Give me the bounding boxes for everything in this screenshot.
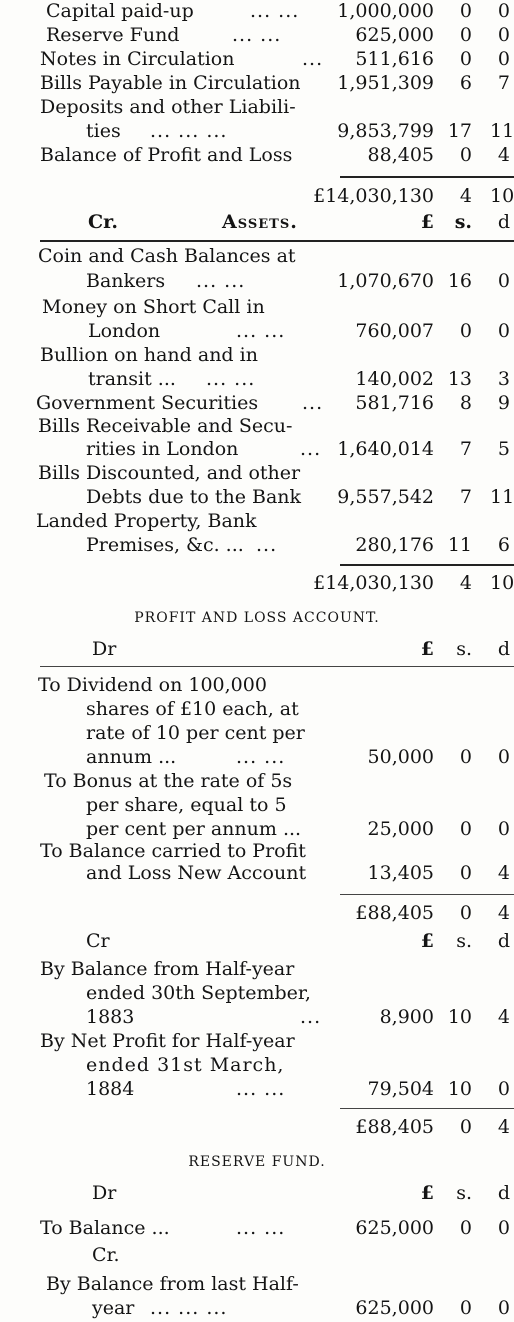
row-pence: 11 bbox=[490, 486, 514, 508]
row-label: Government Securities bbox=[36, 392, 259, 414]
ledger-row bbox=[0, 1030, 514, 1054]
ledger-row bbox=[0, 48, 514, 72]
row-leader: ... ... ... bbox=[150, 1297, 228, 1319]
row-label: Money on Short Call in bbox=[42, 296, 265, 318]
assets-header-row bbox=[0, 211, 514, 235]
row-pence: 0 bbox=[497, 0, 510, 22]
row-leader: ... ... bbox=[206, 368, 256, 390]
row-pence: 0 bbox=[497, 1217, 510, 1239]
row-label: year bbox=[92, 1297, 135, 1319]
row-pounds: 625,000 bbox=[355, 1217, 434, 1239]
row-label: To Bonus at the rate of 5s bbox=[44, 770, 293, 792]
ledger-row bbox=[0, 1054, 514, 1078]
cr-label: Cr bbox=[86, 930, 110, 952]
row-label: Premises, &c. ... bbox=[86, 534, 244, 556]
row-label: Bills Discounted, and other bbox=[38, 462, 301, 484]
ledger-row bbox=[0, 534, 514, 558]
row-pounds: 625,000 bbox=[355, 1297, 434, 1319]
row-shillings: 10 bbox=[447, 1078, 472, 1100]
row-pence: 4 bbox=[497, 144, 510, 166]
total-rule bbox=[340, 176, 514, 178]
row-pence: 6 bbox=[497, 534, 510, 556]
pl-dr-total-row bbox=[0, 902, 514, 926]
row-pounds: 511,616 bbox=[355, 48, 434, 70]
ledger-row bbox=[0, 1297, 514, 1321]
row-leader: ... ... bbox=[250, 0, 300, 22]
row-label: 1883 bbox=[86, 1006, 135, 1028]
row-shillings: 16 bbox=[447, 270, 472, 292]
ledger-row bbox=[0, 296, 514, 320]
ledger-row bbox=[0, 438, 514, 462]
row-label: Notes in Circulation bbox=[40, 48, 235, 70]
row-label: 1884 bbox=[86, 1078, 135, 1100]
row-pence: 0 bbox=[497, 1297, 510, 1319]
row-pence: 3 bbox=[497, 368, 510, 390]
row-pence: 0 bbox=[497, 818, 510, 840]
row-shillings: 0 bbox=[459, 320, 472, 342]
ledger-row bbox=[0, 982, 514, 1006]
pl-cr-header-row bbox=[0, 930, 514, 954]
row-pence: 4 bbox=[497, 1006, 510, 1028]
ledger-row bbox=[0, 722, 514, 746]
row-pounds: 8,900 bbox=[379, 1006, 434, 1028]
ledger-row bbox=[0, 862, 514, 886]
ledger-row bbox=[0, 368, 514, 392]
row-label: and Loss New Account bbox=[86, 862, 307, 884]
row-leader: ... bbox=[300, 438, 322, 460]
row-shillings: 0 bbox=[459, 862, 472, 884]
cr-label: Cr. bbox=[92, 1244, 120, 1266]
ledger-row bbox=[0, 1078, 514, 1102]
ledger-row bbox=[0, 1006, 514, 1030]
row-label: To Balance carried to Profit bbox=[40, 840, 306, 862]
row-label: Debts due to the Bank bbox=[86, 486, 302, 508]
dr-label: Dr bbox=[92, 638, 117, 660]
row-label: Bullion on hand and in bbox=[40, 344, 258, 366]
shillings-heading: s. bbox=[456, 930, 472, 952]
row-pounds: 88,405 bbox=[367, 144, 434, 166]
row-pounds: 140,002 bbox=[355, 368, 434, 390]
ledger-row bbox=[0, 698, 514, 722]
row-label: By Net Profit for Half-year bbox=[40, 1030, 295, 1052]
pounds-heading: £ bbox=[420, 211, 434, 233]
row-leader: ... ... bbox=[196, 270, 246, 292]
row-pence: 0 bbox=[497, 48, 510, 70]
row-label: shares of £10 each, at bbox=[86, 698, 299, 720]
pence-heading: d bbox=[497, 211, 510, 233]
row-shillings: 7 bbox=[459, 486, 472, 508]
cr-label: Cr. bbox=[88, 211, 119, 233]
row-shillings: 0 bbox=[459, 1297, 472, 1319]
ledger-row bbox=[0, 770, 514, 794]
ledger-row bbox=[0, 392, 514, 416]
row-label: Capital paid-up bbox=[46, 0, 194, 22]
assets-total-row bbox=[0, 572, 514, 596]
row-pence: 4 bbox=[497, 862, 510, 884]
ledger-row bbox=[0, 24, 514, 48]
row-pounds: 1,951,309 bbox=[337, 72, 434, 94]
row-label: Reserve Fund bbox=[46, 24, 180, 46]
rf-title: RESERVE FUND. bbox=[188, 1154, 326, 1170]
ledger-row bbox=[0, 270, 514, 294]
total-rule bbox=[340, 1108, 514, 1109]
row-shillings: 0 bbox=[459, 746, 472, 768]
row-label: Bills Receivable and Secu- bbox=[38, 415, 293, 437]
row-leader: ... ... bbox=[236, 746, 286, 768]
total-shillings: 4 bbox=[459, 185, 472, 207]
row-shillings: 0 bbox=[459, 24, 472, 46]
row-label: By Balance from Half-year bbox=[40, 958, 295, 980]
row-label: ended 31st March, bbox=[86, 1054, 285, 1076]
row-pence: 0 bbox=[497, 270, 510, 292]
ledger-row bbox=[0, 144, 514, 168]
row-shillings: 8 bbox=[459, 392, 472, 414]
total-pence: 4 bbox=[497, 902, 510, 924]
row-label: London bbox=[88, 320, 161, 342]
ledger-row bbox=[0, 1217, 514, 1241]
row-shillings: 0 bbox=[459, 1217, 472, 1239]
total-pence: 10 bbox=[490, 572, 514, 594]
row-label: rate of 10 per cent per bbox=[86, 722, 305, 744]
row-leader: ... bbox=[302, 392, 324, 414]
ledger-row bbox=[0, 958, 514, 982]
row-pounds: 25,000 bbox=[367, 818, 434, 840]
ledger-row bbox=[0, 0, 514, 24]
header-rule bbox=[40, 240, 514, 242]
ledger-row bbox=[0, 486, 514, 510]
row-shillings: 6 bbox=[459, 72, 472, 94]
shillings-heading: s. bbox=[456, 638, 472, 660]
row-pounds: 581,716 bbox=[355, 392, 434, 414]
row-label: rities in London bbox=[86, 438, 239, 460]
row-pence: 0 bbox=[497, 24, 510, 46]
total-pence: 10 bbox=[490, 185, 514, 207]
pence-heading: d bbox=[497, 638, 510, 660]
ledger-row bbox=[0, 120, 514, 144]
row-shillings: 7 bbox=[459, 438, 472, 460]
pl-title: PROFIT AND LOSS ACCOUNT. bbox=[134, 610, 380, 626]
total-pounds: £14,030,130 bbox=[313, 572, 434, 594]
row-label: ties bbox=[86, 120, 121, 142]
rf-cr-header-row bbox=[0, 1244, 514, 1268]
ledger-row bbox=[0, 1273, 514, 1297]
shillings-heading: s. bbox=[456, 1182, 472, 1204]
row-label: Bankers bbox=[86, 270, 166, 292]
ledger-row bbox=[0, 320, 514, 344]
pounds-heading: £ bbox=[420, 1182, 434, 1204]
row-leader: ... ... bbox=[236, 1078, 286, 1100]
pounds-heading: £ bbox=[420, 930, 434, 952]
ledger-row bbox=[0, 462, 514, 486]
assets-title: Assets. bbox=[222, 211, 298, 233]
ledger-row bbox=[0, 72, 514, 96]
row-label: To Dividend on 100,000 bbox=[38, 674, 267, 696]
row-pence: 0 bbox=[497, 1078, 510, 1100]
ledger-row bbox=[0, 245, 514, 269]
row-pounds: 625,000 bbox=[355, 24, 434, 46]
header-rule bbox=[40, 666, 514, 667]
row-shillings: 13 bbox=[447, 368, 472, 390]
ledger-row bbox=[0, 746, 514, 770]
row-pounds: 1,640,014 bbox=[337, 438, 434, 460]
ledger-row bbox=[0, 794, 514, 818]
pounds-heading: £ bbox=[420, 638, 434, 660]
row-label: To Balance ... bbox=[40, 1217, 170, 1239]
row-shillings: 0 bbox=[459, 818, 472, 840]
shillings-heading: s. bbox=[454, 211, 472, 233]
row-pounds: 760,007 bbox=[355, 320, 434, 342]
row-pence: 7 bbox=[497, 72, 510, 94]
row-shillings: 17 bbox=[447, 120, 472, 142]
rf-dr-header-row bbox=[0, 1182, 514, 1206]
row-pounds: 50,000 bbox=[367, 746, 434, 768]
row-pounds: 9,853,799 bbox=[337, 120, 434, 142]
total-pounds: £88,405 bbox=[355, 1116, 434, 1138]
row-leader: ... ... bbox=[236, 320, 286, 342]
pence-heading: d bbox=[497, 930, 510, 952]
row-label: annum ... bbox=[86, 746, 177, 768]
row-label: Bills Payable in Circulation bbox=[40, 72, 301, 94]
row-label: Coin and Cash Balances at bbox=[38, 245, 296, 267]
total-shillings: 0 bbox=[459, 902, 472, 924]
row-label: transit ... bbox=[88, 368, 176, 390]
row-shillings: 0 bbox=[459, 0, 472, 22]
row-label: Deposits and other Liabili- bbox=[40, 96, 296, 118]
dr-label: Dr bbox=[92, 1182, 117, 1204]
row-pounds: 13,405 bbox=[367, 862, 434, 884]
total-shillings: 0 bbox=[459, 1116, 472, 1138]
liabilities-total-row bbox=[0, 185, 514, 209]
ledger-row bbox=[0, 818, 514, 842]
row-label: By Balance from last Half- bbox=[46, 1273, 299, 1295]
ledger-row bbox=[0, 415, 514, 439]
total-rule bbox=[340, 894, 514, 895]
row-shillings: 11 bbox=[447, 534, 472, 556]
row-pence: 11 bbox=[490, 120, 514, 142]
total-pence: 4 bbox=[497, 1116, 510, 1138]
row-label: per cent per annum ... bbox=[86, 818, 302, 840]
row-label: Balance of Profit and Loss bbox=[40, 144, 293, 166]
total-shillings: 4 bbox=[459, 572, 472, 594]
row-pence: 9 bbox=[497, 392, 510, 414]
total-pounds: £14,030,130 bbox=[313, 185, 434, 207]
row-pence: 0 bbox=[497, 746, 510, 768]
total-rule bbox=[340, 564, 514, 566]
row-pence: 5 bbox=[497, 438, 510, 460]
row-pounds: 9,557,542 bbox=[337, 486, 434, 508]
row-shillings: 0 bbox=[459, 144, 472, 166]
row-leader: ... ... ... bbox=[150, 120, 228, 142]
row-pounds: 1,000,000 bbox=[337, 0, 434, 22]
ledger-row bbox=[0, 674, 514, 698]
ledger-row bbox=[0, 96, 514, 120]
row-leader: ... ... bbox=[232, 24, 282, 46]
row-pence: 0 bbox=[497, 320, 510, 342]
row-label: per share, equal to 5 bbox=[86, 794, 287, 816]
total-pounds: £88,405 bbox=[355, 902, 434, 924]
row-shillings: 10 bbox=[447, 1006, 472, 1028]
ledger-row bbox=[0, 510, 514, 534]
pence-heading: d bbox=[497, 1182, 510, 1204]
pl-cr-total-row bbox=[0, 1116, 514, 1140]
ledger-row bbox=[0, 840, 514, 864]
ledger-row bbox=[0, 344, 514, 368]
row-shillings: 0 bbox=[459, 48, 472, 70]
row-label: Landed Property, Bank bbox=[36, 510, 257, 532]
row-label: ended 30th September, bbox=[86, 982, 311, 1004]
pl-dr-header-row bbox=[0, 638, 514, 662]
row-leader: ... bbox=[302, 48, 324, 70]
row-leader: ... bbox=[300, 1006, 322, 1028]
row-leader: ... ... bbox=[236, 1217, 286, 1239]
row-leader: ... bbox=[256, 534, 278, 556]
row-pounds: 280,176 bbox=[355, 534, 434, 556]
row-pounds: 1,070,670 bbox=[337, 270, 434, 292]
row-pounds: 79,504 bbox=[367, 1078, 434, 1100]
